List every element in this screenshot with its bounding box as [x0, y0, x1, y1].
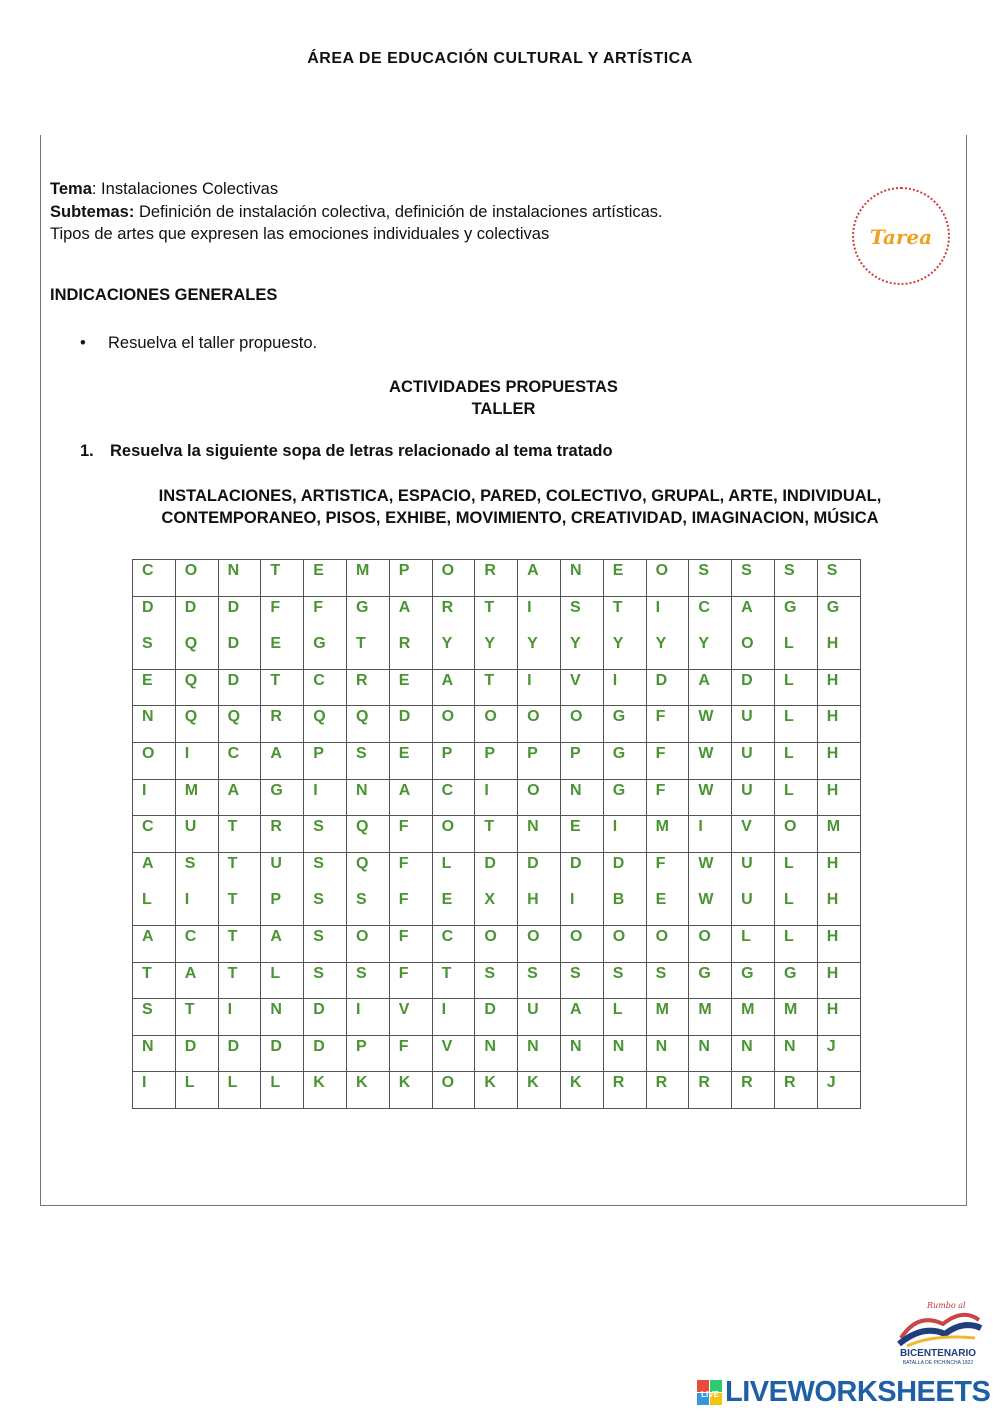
grid-cell[interactable]: T	[218, 962, 261, 999]
grid-cell[interactable]: X	[475, 889, 518, 926]
grid-cell[interactable]: G	[732, 962, 775, 999]
tarea-stamp-text: Tarea	[869, 225, 933, 249]
grid-cell[interactable]: D	[218, 633, 261, 670]
grid-cell[interactable]: Q	[218, 706, 261, 743]
grid-cell[interactable]: W	[689, 852, 732, 889]
bullet-dot-icon: •	[80, 334, 86, 352]
grid-cell[interactable]: D	[475, 852, 518, 889]
grid-cell[interactable]: M	[689, 999, 732, 1036]
grid-cell[interactable]: P	[346, 1035, 389, 1072]
grid-cell[interactable]: O	[475, 925, 518, 962]
grid-cell[interactable]: A	[432, 669, 475, 706]
grid-cell[interactable]: F	[646, 779, 689, 816]
actividades-heading: ACTIVIDADES PROPUESTAS	[389, 378, 618, 396]
grid-cell[interactable]: I	[133, 779, 176, 816]
grid-cell[interactable]: L	[432, 852, 475, 889]
grid-cell[interactable]: I	[518, 669, 561, 706]
grid-cell[interactable]: I	[646, 596, 689, 633]
grid-cell[interactable]: N	[518, 1035, 561, 1072]
subtemas-value: Definición de instalación colectiva, definición de instalaciones artísticas.	[134, 202, 663, 221]
grid-cell[interactable]: M	[646, 816, 689, 853]
grid-cell[interactable]: Q	[175, 633, 218, 670]
grid-cell[interactable]: C	[432, 925, 475, 962]
grid-cell[interactable]: D	[304, 1035, 347, 1072]
grid-cell[interactable]: J	[817, 1035, 860, 1072]
grid-cell[interactable]: L	[774, 742, 817, 779]
grid-cell[interactable]: Y	[689, 633, 732, 670]
grid-cell[interactable]: P	[475, 742, 518, 779]
live-badge-text: LIVE	[701, 1390, 719, 1399]
grid-cell[interactable]: D	[261, 1035, 304, 1072]
grid-cell[interactable]: Q	[175, 669, 218, 706]
grid-cell[interactable]: P	[560, 742, 603, 779]
grid-cell[interactable]: L	[218, 1072, 261, 1109]
grid-cell[interactable]: H	[817, 633, 860, 670]
grid-cell[interactable]: T	[603, 596, 646, 633]
grid-cell[interactable]: S	[689, 560, 732, 597]
grid-cell[interactable]: M	[175, 779, 218, 816]
grid-cell[interactable]: S	[646, 962, 689, 999]
grid-cell[interactable]: D	[475, 999, 518, 1036]
grid-cell[interactable]: O	[432, 1072, 475, 1109]
grid-cell[interactable]: Q	[304, 706, 347, 743]
grid-cell[interactable]: T	[261, 669, 304, 706]
grid-row	[133, 925, 861, 962]
grid-cell[interactable]: E	[646, 889, 689, 926]
grid-cell[interactable]: N	[218, 560, 261, 597]
grid-cell[interactable]: N	[732, 1035, 775, 1072]
grid-row	[133, 669, 861, 706]
grid-cell[interactable]: F	[389, 852, 432, 889]
grid-cell[interactable]: S	[304, 925, 347, 962]
grid-row	[133, 779, 861, 816]
grid-cell[interactable]: T	[218, 816, 261, 853]
grid-row	[133, 852, 861, 889]
bicentenario-name: BICENTENARIO	[899, 1348, 977, 1359]
grid-cell[interactable]: S	[304, 962, 347, 999]
grid-cell[interactable]: M	[346, 560, 389, 597]
grid-cell[interactable]: C	[689, 596, 732, 633]
bullet-item	[80, 334, 317, 353]
grid-cell[interactable]: T	[346, 633, 389, 670]
grid-cell[interactable]: O	[646, 560, 689, 597]
grid-cell[interactable]: U	[518, 999, 561, 1036]
grid-cell[interactable]: I	[218, 999, 261, 1036]
grid-cell[interactable]: G	[346, 596, 389, 633]
grid-cell[interactable]: G	[261, 779, 304, 816]
grid-cell[interactable]: A	[261, 742, 304, 779]
grid-cell[interactable]: G	[603, 742, 646, 779]
grid-cell[interactable]: N	[689, 1035, 732, 1072]
grid-cell[interactable]: T	[475, 816, 518, 853]
grid-cell[interactable]: O	[518, 779, 561, 816]
grid-cell[interactable]: R	[346, 669, 389, 706]
bullet-text: Resuelva el taller propuesto.	[108, 334, 318, 352]
word-list	[100, 485, 940, 529]
grid-row	[133, 1072, 861, 1109]
grid-cell[interactable]: O	[432, 816, 475, 853]
question-1	[80, 442, 613, 461]
grid-cell[interactable]: V	[560, 669, 603, 706]
grid-cell[interactable]: I	[560, 889, 603, 926]
grid-cell[interactable]: D	[603, 852, 646, 889]
grid-cell[interactable]: L	[261, 1072, 304, 1109]
grid-cell[interactable]: E	[261, 633, 304, 670]
liveworksheets-text: LIVEWORKSHEETS	[725, 1376, 991, 1408]
grid-cell[interactable]: L	[774, 852, 817, 889]
grid-cell[interactable]: T	[133, 962, 176, 999]
grid-cell[interactable]: E	[133, 669, 176, 706]
grid-cell[interactable]: C	[432, 779, 475, 816]
bicentenario-script: Rumbo al	[927, 1301, 966, 1310]
grid-cell[interactable]: I	[346, 999, 389, 1036]
grid-cell[interactable]: Y	[560, 633, 603, 670]
grid-cell[interactable]: W	[689, 742, 732, 779]
grid-cell[interactable]: D	[175, 596, 218, 633]
grid-cell[interactable]: R	[732, 1072, 775, 1109]
grid-cell[interactable]: O	[518, 925, 561, 962]
grid-cell[interactable]: H	[817, 925, 860, 962]
subtemas-line2: Tipos de artes que expresen las emociones individuales y colectivas	[50, 225, 550, 243]
grid-row	[133, 962, 861, 999]
grid-cell[interactable]: Q	[175, 706, 218, 743]
grid-cell[interactable]: R	[475, 560, 518, 597]
grid-cell[interactable]: O	[732, 633, 775, 670]
grid-cell[interactable]: I	[432, 999, 475, 1036]
grid-cell[interactable]: N	[560, 1035, 603, 1072]
grid-cell[interactable]: D	[389, 706, 432, 743]
grid-row	[133, 560, 861, 597]
grid-cell[interactable]: P	[304, 742, 347, 779]
grid-cell[interactable]: H	[817, 852, 860, 889]
grid-cell[interactable]: K	[304, 1072, 347, 1109]
grid-cell[interactable]: M	[817, 816, 860, 853]
grid-cell[interactable]: U	[732, 852, 775, 889]
grid-cell[interactable]: W	[689, 779, 732, 816]
grid-row	[133, 889, 861, 926]
grid-cell[interactable]: C	[175, 925, 218, 962]
grid-cell[interactable]: O	[603, 925, 646, 962]
grid-cell[interactable]: K	[346, 1072, 389, 1109]
grid-cell[interactable]: H	[817, 889, 860, 926]
grid-cell[interactable]: H	[817, 742, 860, 779]
grid-cell[interactable]: A	[133, 925, 176, 962]
grid-row	[133, 999, 861, 1036]
grid-cell[interactable]: B	[603, 889, 646, 926]
grid-cell[interactable]: I	[689, 816, 732, 853]
grid-cell[interactable]: U	[732, 706, 775, 743]
word-list-line-2: CONTEMPORANEO, PISOS, EXHIBE, MOVIMIENTO, CREATIVIDAD, IMAGINACION, MÚSICA	[161, 509, 879, 527]
grid-cell[interactable]: E	[603, 560, 646, 597]
grid-cell[interactable]: G	[304, 633, 347, 670]
grid-row	[133, 742, 861, 779]
grid-cell[interactable]: O	[346, 925, 389, 962]
grid-cell[interactable]: L	[774, 669, 817, 706]
grid-cell[interactable]: N	[133, 706, 176, 743]
grid-cell[interactable]: R	[261, 706, 304, 743]
grid-cell[interactable]: E	[432, 889, 475, 926]
grid-cell[interactable]: S	[346, 889, 389, 926]
grid-cell[interactable]: Y	[518, 633, 561, 670]
grid-cell[interactable]: L	[732, 925, 775, 962]
grid-row	[133, 706, 861, 743]
grid-cell[interactable]: H	[817, 706, 860, 743]
grid-cell[interactable]: G	[817, 596, 860, 633]
grid-cell[interactable]: R	[774, 1072, 817, 1109]
grid-cell[interactable]: I	[518, 596, 561, 633]
grid-cell[interactable]: D	[175, 1035, 218, 1072]
grid-cell[interactable]: A	[175, 962, 218, 999]
grid-cell[interactable]: R	[389, 633, 432, 670]
grid-cell[interactable]: O	[689, 925, 732, 962]
grid-cell[interactable]: S	[603, 962, 646, 999]
grid-cell[interactable]: A	[518, 560, 561, 597]
page-title: ÁREA DE EDUCACIÓN CULTURAL Y ARTÍSTICA	[307, 50, 693, 67]
grid-cell[interactable]: M	[732, 999, 775, 1036]
grid-cell[interactable]: I	[175, 742, 218, 779]
tarea-stamp	[852, 187, 950, 285]
grid-cell[interactable]: F	[646, 852, 689, 889]
grid-cell[interactable]: D	[218, 669, 261, 706]
grid-cell[interactable]: D	[518, 852, 561, 889]
grid-cell[interactable]: D	[133, 596, 176, 633]
grid-cell[interactable]: H	[817, 779, 860, 816]
grid-cell[interactable]: O	[175, 560, 218, 597]
grid-row	[133, 1035, 861, 1072]
grid-cell[interactable]: I	[475, 779, 518, 816]
grid-cell[interactable]: Y	[432, 633, 475, 670]
grid-cell[interactable]: R	[432, 596, 475, 633]
grid-cell[interactable]: N	[261, 999, 304, 1036]
grid-cell[interactable]: W	[689, 889, 732, 926]
grid-cell[interactable]: S	[560, 596, 603, 633]
grid-cell[interactable]: O	[560, 925, 603, 962]
grid-cell[interactable]: P	[261, 889, 304, 926]
grid-cell[interactable]: Q	[346, 852, 389, 889]
grid-cell[interactable]: L	[774, 925, 817, 962]
grid-cell[interactable]: F	[389, 1035, 432, 1072]
subtemas-label: Subtemas:	[50, 202, 135, 221]
grid-cell[interactable]: T	[475, 596, 518, 633]
grid-cell[interactable]: L	[261, 962, 304, 999]
grid-cell[interactable]: O	[475, 706, 518, 743]
grid-cell[interactable]: I	[603, 669, 646, 706]
grid-cell[interactable]: A	[732, 596, 775, 633]
grid-cell[interactable]: M	[646, 999, 689, 1036]
grid-cell[interactable]: P	[432, 742, 475, 779]
grid-cell[interactable]: U	[732, 779, 775, 816]
grid-cell[interactable]: F	[389, 889, 432, 926]
grid-cell[interactable]: V	[432, 1035, 475, 1072]
grid-cell[interactable]: H	[518, 889, 561, 926]
grid-cell[interactable]: K	[475, 1072, 518, 1109]
grid-cell[interactable]: E	[560, 816, 603, 853]
grid-cell[interactable]: F	[389, 925, 432, 962]
grid-cell[interactable]: F	[304, 596, 347, 633]
grid-cell[interactable]: S	[175, 852, 218, 889]
grid-cell[interactable]: K	[389, 1072, 432, 1109]
grid-cell[interactable]: S	[817, 560, 860, 597]
grid-cell[interactable]: R	[689, 1072, 732, 1109]
grid-cell[interactable]: D	[218, 1035, 261, 1072]
question-number: 1.	[80, 442, 94, 460]
grid-cell[interactable]: A	[218, 779, 261, 816]
grid-cell[interactable]: A	[261, 925, 304, 962]
grid-cell[interactable]: N	[475, 1035, 518, 1072]
grid-cell[interactable]: T	[218, 889, 261, 926]
grid-cell[interactable]: U	[261, 852, 304, 889]
grid-cell[interactable]: U	[732, 889, 775, 926]
grid-cell[interactable]: G	[689, 962, 732, 999]
grid-cell[interactable]: F	[261, 596, 304, 633]
grid-cell[interactable]: F	[646, 706, 689, 743]
grid-cell[interactable]: G	[603, 706, 646, 743]
grid-cell[interactable]: A	[133, 852, 176, 889]
grid-cell[interactable]: R	[646, 1072, 689, 1109]
tema-value: : Instalaciones Colectivas	[91, 180, 279, 198]
grid-cell[interactable]: G	[774, 962, 817, 999]
grid-cell[interactable]: Y	[603, 633, 646, 670]
grid-cell[interactable]: S	[304, 852, 347, 889]
grid-cell[interactable]: D	[218, 596, 261, 633]
grid-cell[interactable]: D	[732, 669, 775, 706]
grid-cell[interactable]: T	[175, 999, 218, 1036]
grid-cell[interactable]: V	[389, 999, 432, 1036]
grid-cell[interactable]: T	[218, 925, 261, 962]
grid-cell[interactable]: I	[175, 889, 218, 926]
grid-cell[interactable]: N	[774, 1035, 817, 1072]
grid-cell[interactable]: I	[304, 779, 347, 816]
grid-cell[interactable]: D	[646, 669, 689, 706]
grid-cell[interactable]: L	[774, 706, 817, 743]
grid-cell[interactable]: L	[133, 889, 176, 926]
grid-cell[interactable]: M	[774, 999, 817, 1036]
grid-cell[interactable]: D	[560, 852, 603, 889]
grid-cell[interactable]: Y	[475, 633, 518, 670]
grid-cell[interactable]: C	[304, 669, 347, 706]
taller-heading: TALLER	[471, 400, 536, 418]
grid-cell[interactable]: L	[774, 633, 817, 670]
grid-cell[interactable]: S	[133, 999, 176, 1036]
grid-cell[interactable]: K	[518, 1072, 561, 1109]
grid-cell[interactable]: C	[218, 742, 261, 779]
grid-cell[interactable]: T	[261, 560, 304, 597]
grid-cell[interactable]: S	[774, 560, 817, 597]
grid-cell[interactable]: W	[689, 706, 732, 743]
grid-cell[interactable]: S	[304, 816, 347, 853]
grid-cell[interactable]: S	[475, 962, 518, 999]
grid-cell[interactable]: S	[732, 560, 775, 597]
grid-cell[interactable]: C	[133, 560, 176, 597]
grid-row	[133, 633, 861, 670]
grid-cell[interactable]: O	[560, 706, 603, 743]
grid-row	[133, 596, 861, 633]
grid-cell[interactable]: E	[304, 560, 347, 597]
grid-row	[133, 816, 861, 853]
grid-cell[interactable]: O	[646, 925, 689, 962]
grid-cell[interactable]: F	[646, 742, 689, 779]
grid-cell[interactable]: O	[432, 706, 475, 743]
grid-cell[interactable]: I	[133, 1072, 176, 1109]
grid-cell[interactable]: S	[560, 962, 603, 999]
grid-cell[interactable]: A	[389, 779, 432, 816]
topic-info	[50, 178, 810, 246]
grid-cell[interactable]: L	[175, 1072, 218, 1109]
grid-cell[interactable]: S	[346, 962, 389, 999]
grid-cell[interactable]: T	[218, 852, 261, 889]
bicentenario-sub: BATALLA DE PICHINCHA 1822	[902, 1360, 974, 1366]
grid-cell[interactable]: L	[603, 999, 646, 1036]
grid-cell[interactable]: Q	[346, 816, 389, 853]
grid-cell[interactable]: A	[689, 669, 732, 706]
grid-cell[interactable]: L	[774, 889, 817, 926]
grid-cell[interactable]: L	[774, 779, 817, 816]
word-list-line-1: INSTALACIONES, ARTISTICA, ESPACIO, PARED, COLECTIVO, GRUPAL, ARTE, INDIVIDUAL,	[158, 487, 882, 505]
grid-cell[interactable]: N	[646, 1035, 689, 1072]
grid-cell[interactable]: N	[603, 1035, 646, 1072]
grid-cell[interactable]: H	[817, 962, 860, 999]
grid-cell[interactable]: G	[603, 779, 646, 816]
grid-cell[interactable]: G	[774, 596, 817, 633]
grid-cell[interactable]: O	[133, 742, 176, 779]
word-search-grid	[132, 559, 861, 1109]
grid-cell[interactable]: O	[774, 816, 817, 853]
grid-cell[interactable]: K	[560, 1072, 603, 1109]
grid-cell[interactable]: J	[817, 1072, 860, 1109]
grid-cell[interactable]: S	[518, 962, 561, 999]
grid-cell[interactable]: N	[560, 560, 603, 597]
grid-cell[interactable]: A	[389, 596, 432, 633]
grid-cell[interactable]: T	[432, 962, 475, 999]
grid-cell[interactable]: E	[389, 669, 432, 706]
grid-cell[interactable]: U	[175, 816, 218, 853]
indicaciones-heading: INDICACIONES GENERALES	[50, 286, 278, 304]
grid-cell[interactable]: O	[432, 560, 475, 597]
grid-cell[interactable]: I	[603, 816, 646, 853]
grid-cell[interactable]: Y	[646, 633, 689, 670]
tema-label: Tema	[50, 180, 92, 198]
grid-cell[interactable]: H	[817, 669, 860, 706]
grid-cell[interactable]: P	[389, 560, 432, 597]
grid-cell[interactable]: R	[261, 816, 304, 853]
bicentenario-logo	[893, 1298, 983, 1368]
grid-cell[interactable]: Q	[346, 706, 389, 743]
grid-cell[interactable]: F	[389, 962, 432, 999]
grid-cell[interactable]: E	[389, 742, 432, 779]
grid-cell[interactable]: H	[817, 999, 860, 1036]
grid-cell[interactable]: A	[560, 999, 603, 1036]
grid-cell[interactable]: R	[603, 1072, 646, 1109]
grid-cell[interactable]: P	[518, 742, 561, 779]
grid-cell[interactable]: V	[732, 816, 775, 853]
grid-cell[interactable]: S	[304, 889, 347, 926]
grid-cell[interactable]: C	[133, 816, 176, 853]
grid-cell[interactable]: F	[389, 816, 432, 853]
grid-cell[interactable]: N	[133, 1035, 176, 1072]
grid-cell[interactable]: O	[518, 706, 561, 743]
grid-cell[interactable]: S	[133, 633, 176, 670]
grid-cell[interactable]: T	[475, 669, 518, 706]
grid-cell[interactable]: N	[346, 779, 389, 816]
question-text: Resuelva la siguiente sopa de letras relacionado al tema tratado	[110, 442, 613, 460]
grid-cell[interactable]: N	[560, 779, 603, 816]
grid-cell[interactable]: D	[304, 999, 347, 1036]
grid-cell[interactable]: S	[346, 742, 389, 779]
grid-cell[interactable]: N	[518, 816, 561, 853]
live-badge-icon	[697, 1380, 723, 1406]
grid-cell[interactable]: U	[732, 742, 775, 779]
